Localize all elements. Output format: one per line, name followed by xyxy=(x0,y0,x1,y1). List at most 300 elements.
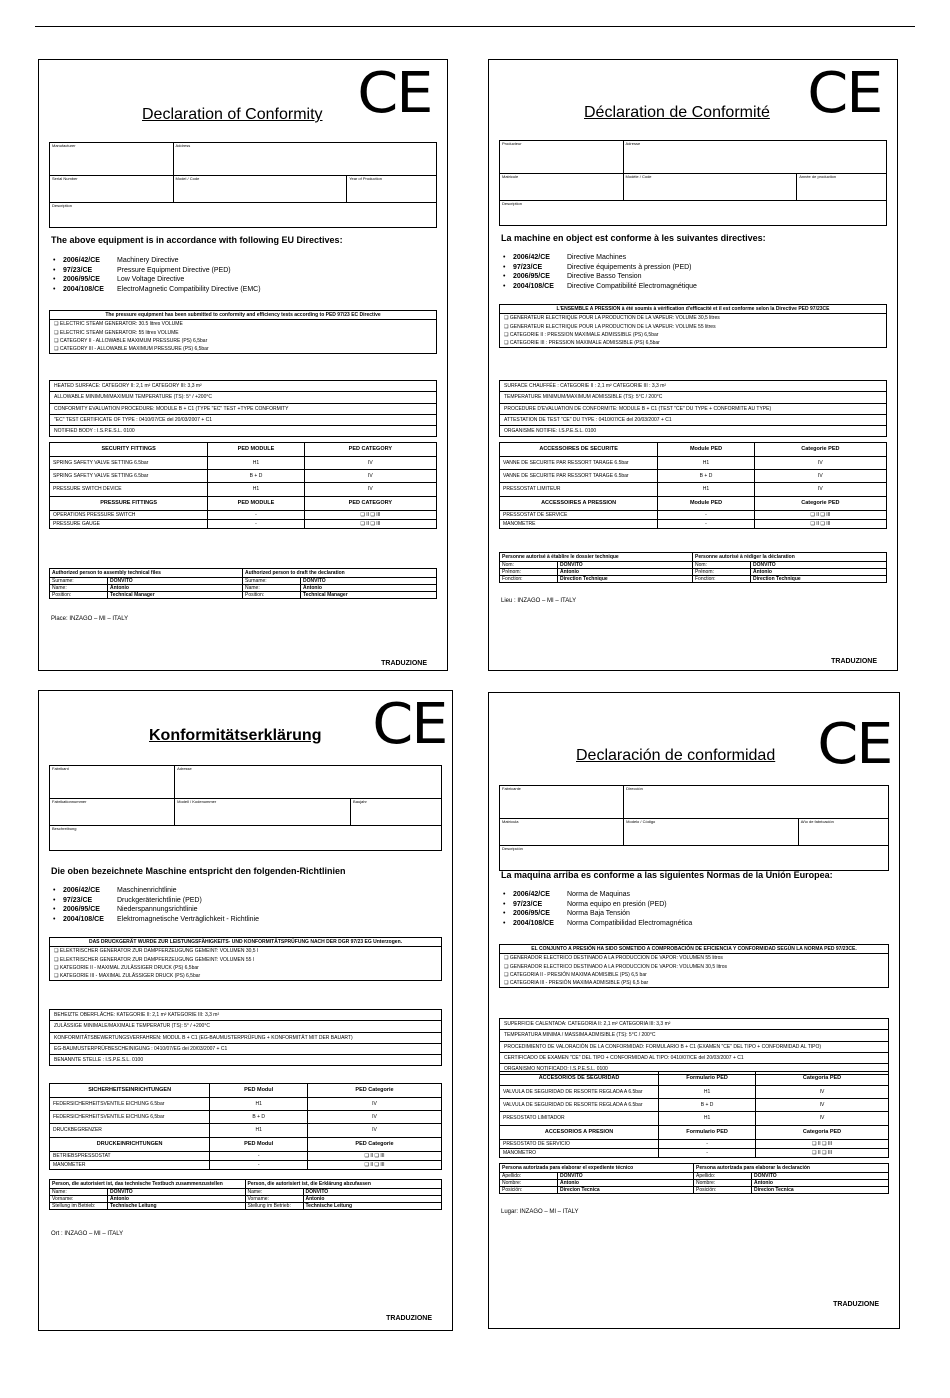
signatory-row xyxy=(50,1203,245,1209)
table-cell: ❑ II ❑ III xyxy=(360,520,381,527)
table-header-cell: ACCESORIOS DE SEGURIDAD xyxy=(500,1072,659,1086)
table-cell: VALVULA DE SEGURIDAD DE RESORTE REGLADA A 6.5bar xyxy=(500,1086,659,1099)
pressure-tests-box xyxy=(49,310,437,354)
table-header-cell: PED Categorie xyxy=(308,1138,441,1152)
signatory-value[interactable]: DONVITO xyxy=(754,1173,777,1179)
field-label[interactable]: Producteur xyxy=(500,141,624,173)
signatory-header: Personne autorisé à rédiger la déclaration xyxy=(693,553,886,562)
category-checkbox[interactable]: ❑ KATEGORIE III - MAXIMAL ZULÄSSIGER DRUCK (PS) 6,5bar xyxy=(50,972,441,980)
technical-data-line: NOTIFIED BODY : I.S.P.E.S.L. 0100 xyxy=(54,428,135,434)
traduzione-label: TRADUZIONE xyxy=(381,660,427,667)
table-header-cell: PED Modul xyxy=(210,1138,308,1152)
signatory-row xyxy=(50,585,242,592)
table-cell: SPRING SAFETY VALVE SETTING 6.5bar xyxy=(50,470,208,483)
signatory-header: Personne autorisé à établire le dossier technique xyxy=(500,553,692,562)
directive-item xyxy=(53,896,259,906)
signatory-value[interactable]: DONVITO xyxy=(560,1173,583,1179)
table-cell: - xyxy=(659,1140,756,1149)
technical-data-line: CONFORMITY EVALUATION PROCEDURE: MODULE B + C1 (TYPE "EC" TEST +TYPE CONFORMITY xyxy=(50,404,436,415)
table-cell: VALVULA DE SEGURIDAD DE RESORTE REGLADA A 6.5bar xyxy=(500,1099,659,1112)
directive-name: Directive équipements à pression (PED) xyxy=(567,263,692,271)
directive-name: Norma equipo en presión (PED) xyxy=(567,900,667,908)
signatory-label: Fonction: xyxy=(693,576,751,582)
technical-data-line: ALLOWABLE MINIMUM/MAXIMUM TEMPERATURE (TS): 5° / +200°C xyxy=(50,392,436,403)
signatory-value[interactable]: Technische Leitung xyxy=(305,1203,353,1209)
signatory-label: Posición: xyxy=(694,1187,752,1193)
directive-code: • 2006/95/CE xyxy=(513,910,550,917)
field-label[interactable]: Description xyxy=(502,201,523,206)
signatory-value[interactable]: Direcion Tecnica xyxy=(754,1187,794,1193)
directives-list xyxy=(503,253,697,291)
signatory-row xyxy=(500,569,692,576)
category-checkbox[interactable]: ❑ CATEGORY II - ALLOWABLE MAXIMUM PRESSURE (PS) 6,5bar xyxy=(50,337,436,345)
place-of-issue: Ort : INZAGO – MI – ITALY xyxy=(51,1231,124,1237)
signatory-row xyxy=(500,562,692,569)
place-of-issue: Lieu : INZAGO – MI – ITALY xyxy=(501,598,577,604)
signatory-value[interactable]: DONVITO xyxy=(305,1189,329,1195)
directive-code: • 97/23/CE xyxy=(63,896,93,904)
table-cell: PRESSURE GAUGE xyxy=(50,520,208,528)
ce-mark: CE xyxy=(807,61,882,126)
identification-fields xyxy=(49,142,437,228)
signatory-header: Authorized person to draft the declaration xyxy=(243,569,436,578)
field-label[interactable]: Baujahr xyxy=(353,799,367,804)
table-header-cell: PED MODULE xyxy=(208,443,305,457)
directive-item xyxy=(53,256,261,266)
identification-fields xyxy=(499,140,887,226)
category-checkbox[interactable]: ❑ GENERATEUR ELECTRIQUE POUR LA PRODUCTION DE LA VAPEUR: VOLUME 55 litres xyxy=(500,323,886,331)
directives-list xyxy=(53,256,261,294)
signatory-row xyxy=(50,1196,245,1203)
signatory-row xyxy=(50,1189,245,1196)
directive-name: Norma Compatibilidad Electromagnética xyxy=(567,919,693,927)
table-cell: - xyxy=(658,511,755,520)
field-label[interactable]: Matricule xyxy=(500,174,624,200)
category-checkbox[interactable]: ❑ GENERATEUR ELECTRIQUE POUR LA PRODUCTION DE LA VAPEUR: VOLUME 30,5 litres xyxy=(500,314,886,322)
directive-item xyxy=(53,886,259,896)
traduzione-label: TRADUZIONE xyxy=(831,658,877,665)
category-checkbox[interactable]: ❑ ELECTRIC STEAM GENERATOR: 30.5 litres VOLUME xyxy=(50,320,436,328)
field-label[interactable]: Fabricante xyxy=(500,786,624,818)
directive-name: Norma Baja Tensión xyxy=(567,910,630,917)
signatory-row xyxy=(243,585,436,592)
field-label[interactable]: Address xyxy=(175,143,191,148)
signatory-label: Fonction: xyxy=(500,576,558,582)
table-header-cell: ACCESORIOS A PRESION xyxy=(500,1126,659,1140)
page-spanish xyxy=(488,692,900,1329)
table-header-cell: ACCESSOIRES A PRESSION xyxy=(500,497,658,511)
category-checkbox[interactable]: ❑ GENERADOR ELECTRICO DESTINADO A LA PRODUCCION DE VAPOR: VOLUMEN 30,5 litros xyxy=(500,963,888,971)
signatory-row xyxy=(243,578,436,585)
table-cell: IV xyxy=(305,483,436,496)
fittings-table xyxy=(499,1071,889,1158)
table-cell: H1 xyxy=(210,1098,308,1111)
page-english xyxy=(38,59,448,671)
table-cell: B + D xyxy=(208,470,305,483)
signatories-table xyxy=(499,1163,889,1194)
table-cell: ❑ II ❑ III xyxy=(811,1149,833,1156)
table-header-cell: PED Modul xyxy=(210,1084,308,1098)
category-checkbox[interactable]: ❑ KATEGORIE II - MAXIMAL ZULÄSSIGER DRUCK (PS) 6,5bar xyxy=(50,964,441,972)
signatory-label: Name: xyxy=(50,1189,108,1195)
signatory-value[interactable]: Direction Technique xyxy=(753,576,801,582)
table-cell: H1 xyxy=(208,483,305,496)
table-cell: H1 xyxy=(210,1124,308,1137)
table-cell: BETRIEBSPRESSOSTAT xyxy=(50,1152,210,1161)
technical-data-line: KONFORMITÄTSBEWERTUNGSVERFAHREN: MODUL B + C1 (EG-BAUMUSTERPRÜFUNG + KONFORMITÄT MIT DER BAUART) xyxy=(50,1033,441,1044)
table-cell: B + D xyxy=(658,470,755,483)
signatory-row xyxy=(500,1180,693,1187)
directive-code: • 97/23/CE xyxy=(513,900,543,908)
signatory-value[interactable]: DONVITO xyxy=(560,562,583,568)
table-cell: PRESSURE SWITCH DEVICE xyxy=(50,483,208,496)
directive-name: Elektromagnetische Verträglichkeit - Richtlinie xyxy=(117,915,260,923)
directive-item xyxy=(503,919,692,929)
signatory-label: Surname: xyxy=(50,578,108,584)
pressure-tests-box xyxy=(499,304,887,348)
table-header-cell: SECURITY FITTINGS xyxy=(50,443,208,457)
table-cell: FEDERSICHERHEITSVENTILE EICHUNG 6.5bar xyxy=(50,1098,210,1111)
page-title: Konformitätserklärung xyxy=(149,727,322,744)
directive-item xyxy=(53,285,261,295)
field-label[interactable]: Beschreibung xyxy=(52,826,77,831)
signatory-row xyxy=(50,592,242,598)
table-cell: - xyxy=(208,520,305,528)
directive-item xyxy=(503,282,697,292)
table-header-cell: Categoria PED xyxy=(756,1072,888,1086)
table-cell: - xyxy=(210,1161,308,1169)
signatory-row xyxy=(694,1187,888,1193)
signatory-label: Prénom: xyxy=(500,569,558,575)
field-label[interactable]: Descripción xyxy=(502,846,523,851)
directive-item xyxy=(503,900,692,910)
page-title: Declaration of Conformity xyxy=(142,106,323,123)
field-label[interactable]: Year of Production xyxy=(349,176,382,181)
directive-code: • 2004/108/CE xyxy=(513,919,554,927)
identification-fields xyxy=(49,765,442,851)
directive-code: • 2006/42/CE xyxy=(513,254,550,261)
technical-data-line: SUPERFICIE CALENTADA: CATEGORIA II: 2,1 m² CATEGORIA III: 3,3 m² xyxy=(500,1019,888,1030)
table-cell: IV xyxy=(305,457,436,470)
traduzione-label: TRADUZIONE xyxy=(833,1301,879,1308)
field-label[interactable]: Dirección xyxy=(626,786,643,791)
signatory-value[interactable]: Technical Manager xyxy=(110,592,155,598)
directive-item xyxy=(503,890,692,900)
table-cell: IV xyxy=(756,1099,888,1112)
table-cell: ❑ II ❑ III xyxy=(810,520,831,527)
directive-code: • 2004/108/CE xyxy=(513,282,554,290)
fittings-table xyxy=(49,442,437,529)
signatory-row xyxy=(693,562,886,569)
signatory-value[interactable]: Direction Technique xyxy=(560,576,608,582)
identification-fields xyxy=(499,785,889,871)
table-header-cell: PED CATEGORY xyxy=(305,443,436,457)
technical-data-line: BENANNTE STELLE : I.S.P.E.S.L. 0100 xyxy=(54,1057,144,1063)
table-cell: PRESOSTATO LIMITADOR xyxy=(500,1112,659,1125)
pressure-tests-box xyxy=(499,944,889,988)
signatory-header: Person, die autorisiert ist, die Erklärung abzufassen xyxy=(246,1180,442,1189)
directive-name: Pressure Equipment Directive (PED) xyxy=(117,266,231,274)
technical-data-line: ZULÄSSIGE MINIMALE/MAXIMALE TEMPERATUR (TS): 5° / +200°C xyxy=(50,1021,441,1032)
table-cell: H1 xyxy=(659,1112,756,1125)
field-label[interactable]: Manufacturer xyxy=(50,143,174,175)
signatory-row xyxy=(500,1173,693,1180)
field-label[interactable]: Fabrikant xyxy=(50,766,175,798)
ce-mark: CE xyxy=(372,692,447,757)
fittings-table xyxy=(49,1083,442,1170)
signatory-header: Persona autorizada para elaborar el expediente técnico xyxy=(500,1164,693,1173)
table-cell: SPRING SAFETY VALVE SETTING 6.5bar xyxy=(50,457,208,470)
pressure-tests-header: The pressure equipment has been submitted to conformity and efficiency tests according to PED 97/23 EC Directive xyxy=(50,311,436,320)
table-cell: IV xyxy=(756,1112,888,1125)
directive-name: ElectroMagnetic Compatibility Directive (EMC) xyxy=(117,285,261,293)
directive-name: Low Voltage Directive xyxy=(117,276,185,283)
category-checkbox[interactable]: ❑ GENERADOR ELECTRICO DESTINADO A LA PRODUCCION DE VAPOR: VOLUMEN 55 litros xyxy=(500,954,888,962)
signatory-label: Posición: xyxy=(500,1187,558,1193)
category-checkbox[interactable]: ❑ CATEGORIA II - PRESIÓN MAXIMA ADMISIBLE (PS) 6,5 bar xyxy=(500,971,888,979)
signatory-value[interactable]: Antonio xyxy=(303,585,322,591)
ce-mark: CE xyxy=(357,61,432,126)
directive-code: • 2004/108/CE xyxy=(63,285,104,293)
field-label[interactable]: Serial Number xyxy=(50,176,174,202)
table-header-cell: Module PED xyxy=(658,443,755,457)
directive-name: Niederspannungsrichtlinie xyxy=(117,906,198,913)
category-checkbox[interactable]: ❑ ELECTRIC STEAM GENERATOR: 55 litres VOLUME xyxy=(50,329,436,337)
table-header-cell: DRUCKEINRICHTUNGEN xyxy=(50,1138,210,1152)
technical-data-box xyxy=(49,380,437,437)
signatory-value[interactable]: Antonio xyxy=(753,569,772,575)
signatory-value[interactable]: Antonio xyxy=(560,1180,579,1186)
field-label[interactable]: Adresse xyxy=(177,766,192,771)
page-german xyxy=(38,690,453,1331)
directive-name: Druckgeräterichtlinie (PED) xyxy=(117,896,202,904)
signatory-value[interactable]: DONVITO xyxy=(110,1189,133,1195)
page-french xyxy=(488,59,898,671)
table-header-cell: PED MODULE xyxy=(208,497,305,511)
signatory-value[interactable]: DONVITO xyxy=(110,578,133,584)
directive-name: Machinery Directive xyxy=(117,257,179,264)
pressure-tests-header: DAS DRUCKGERÄT WURDE ZUR LEISTUNGSFÄHIGKEITS- UND KONFORMITÄTSPRÜFUNG NACH DER DGR 97/23 EG Unterzogen. xyxy=(50,938,441,947)
table-cell: - xyxy=(208,511,305,520)
signatory-value[interactable]: Technical Manager xyxy=(303,592,348,598)
signatory-label: Vorname: xyxy=(246,1196,304,1202)
table-header-cell: PRESSURE FITTINGS xyxy=(50,497,208,511)
table-cell: B + D xyxy=(210,1111,308,1124)
directive-item xyxy=(503,909,692,919)
table-header-cell: ACCESSOIRES DE SECURITE xyxy=(500,443,658,457)
field-label[interactable]: Model / Code xyxy=(174,176,348,202)
directives-heading: The above equipment is in accordance with following EU Directives: xyxy=(51,235,343,245)
signatory-value[interactable]: Antonio xyxy=(754,1180,773,1186)
directives-list xyxy=(503,890,692,928)
signatory-row xyxy=(694,1180,888,1187)
technical-data-line: CERTIFICADO DE EXAMEN "CE" DEL TIPO + CONFORMIDAD AL TIPO: 0410/07/CE del 20/03/2007 + C1 xyxy=(500,1053,888,1064)
table-cell: MANOMETRO xyxy=(500,1149,659,1157)
signatory-label: Name: xyxy=(243,585,301,591)
category-checkbox[interactable]: ❑ CATEGORY III - ALLOWABLE MAXIMUM PRESSURE (PS) 6,5bar xyxy=(50,345,436,353)
table-cell: IV xyxy=(308,1124,441,1137)
signatory-header: Person, die autorisiert ist, das technische Textbuch zusammenzustellen xyxy=(50,1180,245,1189)
table-cell: FEDERSICHERHEITSVENTILE EICHUNG 6,5bar xyxy=(50,1111,210,1124)
signatory-value[interactable]: Antonio xyxy=(305,1196,325,1202)
signatory-label: Name: xyxy=(246,1189,304,1195)
signatory-label: Nom: xyxy=(693,562,751,568)
technical-data-line: PROCEDURE D'EVALUATION DE CONFORMITE: MODULE B + C1 (TEST "CE" DU TYPE + CONFORMITE AU TYPE) xyxy=(500,404,886,415)
ce-mark: CE xyxy=(817,712,892,777)
directive-code: • 2006/42/CE xyxy=(63,257,100,264)
field-label[interactable]: Modell / Kodenummer xyxy=(175,799,351,825)
table-cell: H1 xyxy=(208,457,305,470)
signatory-value[interactable]: DONVITO xyxy=(303,578,326,584)
table-cell: H1 xyxy=(658,457,755,470)
table-cell: B + D xyxy=(659,1099,756,1112)
signatory-label: Apellido: xyxy=(500,1173,558,1179)
signatory-row xyxy=(246,1189,442,1196)
table-header-cell: Formulario PED xyxy=(659,1126,756,1140)
directive-item xyxy=(503,263,697,273)
field-label[interactable]: Modèle / Code xyxy=(624,174,798,200)
field-label[interactable]: Description xyxy=(52,203,73,208)
table-cell: IV xyxy=(756,1086,888,1099)
directive-item xyxy=(53,266,261,276)
signatories-table xyxy=(49,1179,442,1210)
signatory-label: Nombre: xyxy=(694,1180,752,1186)
signatory-label: Name: xyxy=(50,585,108,591)
technical-data-line: SURFACE CHAUFFÉE : CATEGORIE II : 2,1 m² CATEGORIE III : 3,3 m² xyxy=(500,381,886,392)
technical-data-line: EG-BAUMUSTERPRÜFBESCHEINIGUNG : 0410/07/EG dei 20/03/2007 + C1 xyxy=(50,1044,441,1055)
table-cell: H1 xyxy=(659,1086,756,1099)
directive-code: • 97/23/CE xyxy=(63,266,93,274)
category-checkbox[interactable]: ❑ ELEKTRISCHER GENERATOR ZUR DAMPFERZEUGUNG GEMEINT: VOLUMEN 30,5 l xyxy=(50,947,441,955)
table-header-cell: Categorie PED xyxy=(755,497,886,511)
table-header-cell: Categoria PED xyxy=(756,1126,888,1140)
technical-data-box xyxy=(499,1018,889,1075)
directive-code: • 97/23/CE xyxy=(513,263,543,271)
technical-data-line: ATTESTATION DE TEST "CE" DU TYPE : 0410/07/CE del 20/03/2007 + C1 xyxy=(500,415,886,426)
directive-code: • 2006/42/CE xyxy=(513,891,550,898)
signatory-label: Surname: xyxy=(243,578,301,584)
field-label[interactable]: Año de fabricación xyxy=(800,819,834,824)
table-cell: VANNE DE SECURITE PAR RESSORT TARAGE 6.5bar xyxy=(500,457,658,470)
signatory-header: Persona autorizada para elaborar la declaración xyxy=(694,1164,888,1173)
technical-data-line: ORGANISME NOTIFIE: I.S.P.E.S.L. 0100 xyxy=(504,428,597,434)
technical-data-line: "EC" TEST CERTIFICATE OF TYPE : 0410/07/CE del 20/03/2007 + C1 xyxy=(50,415,436,426)
page-title: Déclaration de Conformité xyxy=(584,104,770,121)
signatory-label: Nombre: xyxy=(500,1180,558,1186)
table-cell: IV xyxy=(755,457,886,470)
pressure-tests-header: EL CONJUNTO A PRESIÓN HA SIDO SOMETIDO A COMPROBACIÓN DE EFICIENCIA Y CONFORMIDAD SEGÚN LA NORMA PED 97/23CE. xyxy=(500,945,888,954)
signatory-row xyxy=(246,1196,442,1203)
directive-name: Maschinenrichtlinie xyxy=(117,887,177,894)
field-label[interactable]: Modelo / Código xyxy=(624,819,799,845)
table-cell: IV xyxy=(755,483,886,496)
technical-data-line: BEHEIZTE OBERFLÄCHE: KATEGORIE II: 2,1 m² KATEGORIE III: 3,3 m² xyxy=(50,1010,441,1021)
field-label[interactable]: Matrícula xyxy=(500,819,624,845)
signatories-table xyxy=(49,568,437,599)
table-cell: ❑ II ❑ III xyxy=(756,1140,888,1149)
signatory-row xyxy=(243,592,436,598)
table-cell: ❑ II ❑ III xyxy=(305,511,436,520)
place-of-issue: Lugar: INZAGO – MI – ITALY xyxy=(501,1209,579,1215)
table-cell: VANNE DE SECURITE PAR RESSORT TARAGE 6.5bar xyxy=(500,470,658,483)
technical-data-box xyxy=(499,380,887,437)
category-checkbox[interactable]: ❑ ELEKTRISCHER GENERATOR ZUR DAMPFERZEUGUNG GEMEINT: VOLUMEN 55 l xyxy=(50,956,441,964)
directive-code: • 2006/95/CE xyxy=(63,906,100,913)
technical-data-line: ORGANISMO NOTIFICADO: I.S.P.E.S.L. 0100 xyxy=(504,1066,608,1072)
field-label[interactable]: Année de production xyxy=(799,174,837,179)
signatory-value[interactable]: Antonio xyxy=(110,1196,129,1202)
directive-name: Directive Compatibilité Electromagnétique xyxy=(567,282,697,290)
table-cell: OPERATIONS PRESSURE SWITCH xyxy=(50,511,208,520)
pressure-tests-box xyxy=(49,937,442,981)
table-cell: IV xyxy=(755,470,886,483)
directive-item xyxy=(503,253,697,263)
directive-code: • 2004/108/CE xyxy=(63,915,104,923)
table-cell: - xyxy=(210,1152,308,1161)
directive-code: • 2006/95/CE xyxy=(63,276,100,283)
directive-item xyxy=(503,272,697,282)
signatory-label: Apellido: xyxy=(694,1173,752,1179)
signatory-label: Nom: xyxy=(500,562,558,568)
directive-name: Directive Basso Tension xyxy=(567,273,642,280)
signatory-value[interactable]: Direcion Tecnica xyxy=(560,1187,600,1193)
table-cell: IV xyxy=(305,470,436,483)
technical-data-line: TEMPERATURA MINIMA / MASSIMA ADMISIBLE (TS): 5°C / 200°C xyxy=(500,1030,888,1041)
technical-data-line: TEMPERATURE MINIMUM/MAXIMUM ADMISSIBLE (TS): 5°C / 200°C xyxy=(500,392,886,403)
table-header-cell: PED CATEGORY xyxy=(305,497,436,511)
signatory-value[interactable]: Technische Leitung xyxy=(110,1203,157,1209)
table-cell: PRESSOSTAT DE SERVICE xyxy=(500,511,658,520)
table-cell: - xyxy=(658,520,755,528)
category-checkbox[interactable]: ❑ CATEGORIA III - PRESIÓN MAXIMA ADMISIBLE (PS) 6,5 bar xyxy=(500,979,888,987)
signatory-label: Stellung im Betrieb: xyxy=(246,1203,304,1209)
technical-data-line: PROCEDIMIENTO DE VALORACIÓN DE LA CONFORMIDAD: FORMULARIO B + C1 (EXAMEN "CE" DEL TIPO + CONFORMIDAD AL TIPO) xyxy=(500,1042,888,1053)
technical-data-line: HEATED SURFACE: CATEGORY II: 2,1 m² CATEGORY III: 3,3 m² xyxy=(50,381,436,392)
signatory-value[interactable]: Antonio xyxy=(110,585,129,591)
signatory-header: Authorized person to assembly technical files xyxy=(50,569,242,578)
place-of-issue: Place: INZAGO – MI – ITALY xyxy=(51,616,129,622)
signatory-value[interactable]: DONVITO xyxy=(753,562,776,568)
top-rule xyxy=(35,26,915,27)
table-cell: DRUCKBEGRENZER xyxy=(50,1124,210,1137)
category-checkbox[interactable]: ❑ CATEGORIE II : PRESSION MAXIMALE ADMISSIBLE (PS) 6,5bar xyxy=(500,331,886,339)
category-checkbox[interactable]: ❑ CATEGORIE III : PRESSION MAXIMALE ADMISSIBLE (PS) 6,5bar xyxy=(500,339,886,347)
table-cell: PRESOSTATO DE SERVICIO xyxy=(500,1140,659,1149)
directive-item xyxy=(53,275,261,285)
signatory-row xyxy=(694,1173,888,1180)
table-cell: IV xyxy=(308,1111,441,1124)
directive-item xyxy=(53,915,259,925)
table-header-cell: Categorie PED xyxy=(755,443,886,457)
table-cell: PRESSOSTAT LIMITEUR xyxy=(500,483,658,496)
signatory-row xyxy=(693,569,886,576)
fittings-table xyxy=(499,442,887,529)
traduzione-label: TRADUZIONE xyxy=(386,1315,432,1322)
table-cell: - xyxy=(659,1149,756,1157)
pressure-tests-header: L'ENSEMBLE A PRESSION à été soumis à vérification d'efficacité et il est conforme selon la Directive PED 97/23CE xyxy=(500,305,886,314)
page-title: Declaración de conformidad xyxy=(576,747,776,764)
signatory-row xyxy=(246,1203,442,1209)
directive-code: • 2006/95/CE xyxy=(513,273,550,280)
signatory-value[interactable]: Antonio xyxy=(560,569,579,575)
field-label[interactable]: Fabrikationnummer xyxy=(50,799,175,825)
signatory-row xyxy=(693,576,886,582)
field-label[interactable]: Adresse xyxy=(625,141,641,146)
directives-heading: La machine en object est conforme à les suivantes directives: xyxy=(501,233,766,243)
signatory-label: Stellung im Betrieb: xyxy=(50,1203,108,1209)
table-cell: H1 xyxy=(658,483,755,496)
table-header-cell: SICHERHEITSEINRICHTUNGEN xyxy=(50,1084,210,1098)
